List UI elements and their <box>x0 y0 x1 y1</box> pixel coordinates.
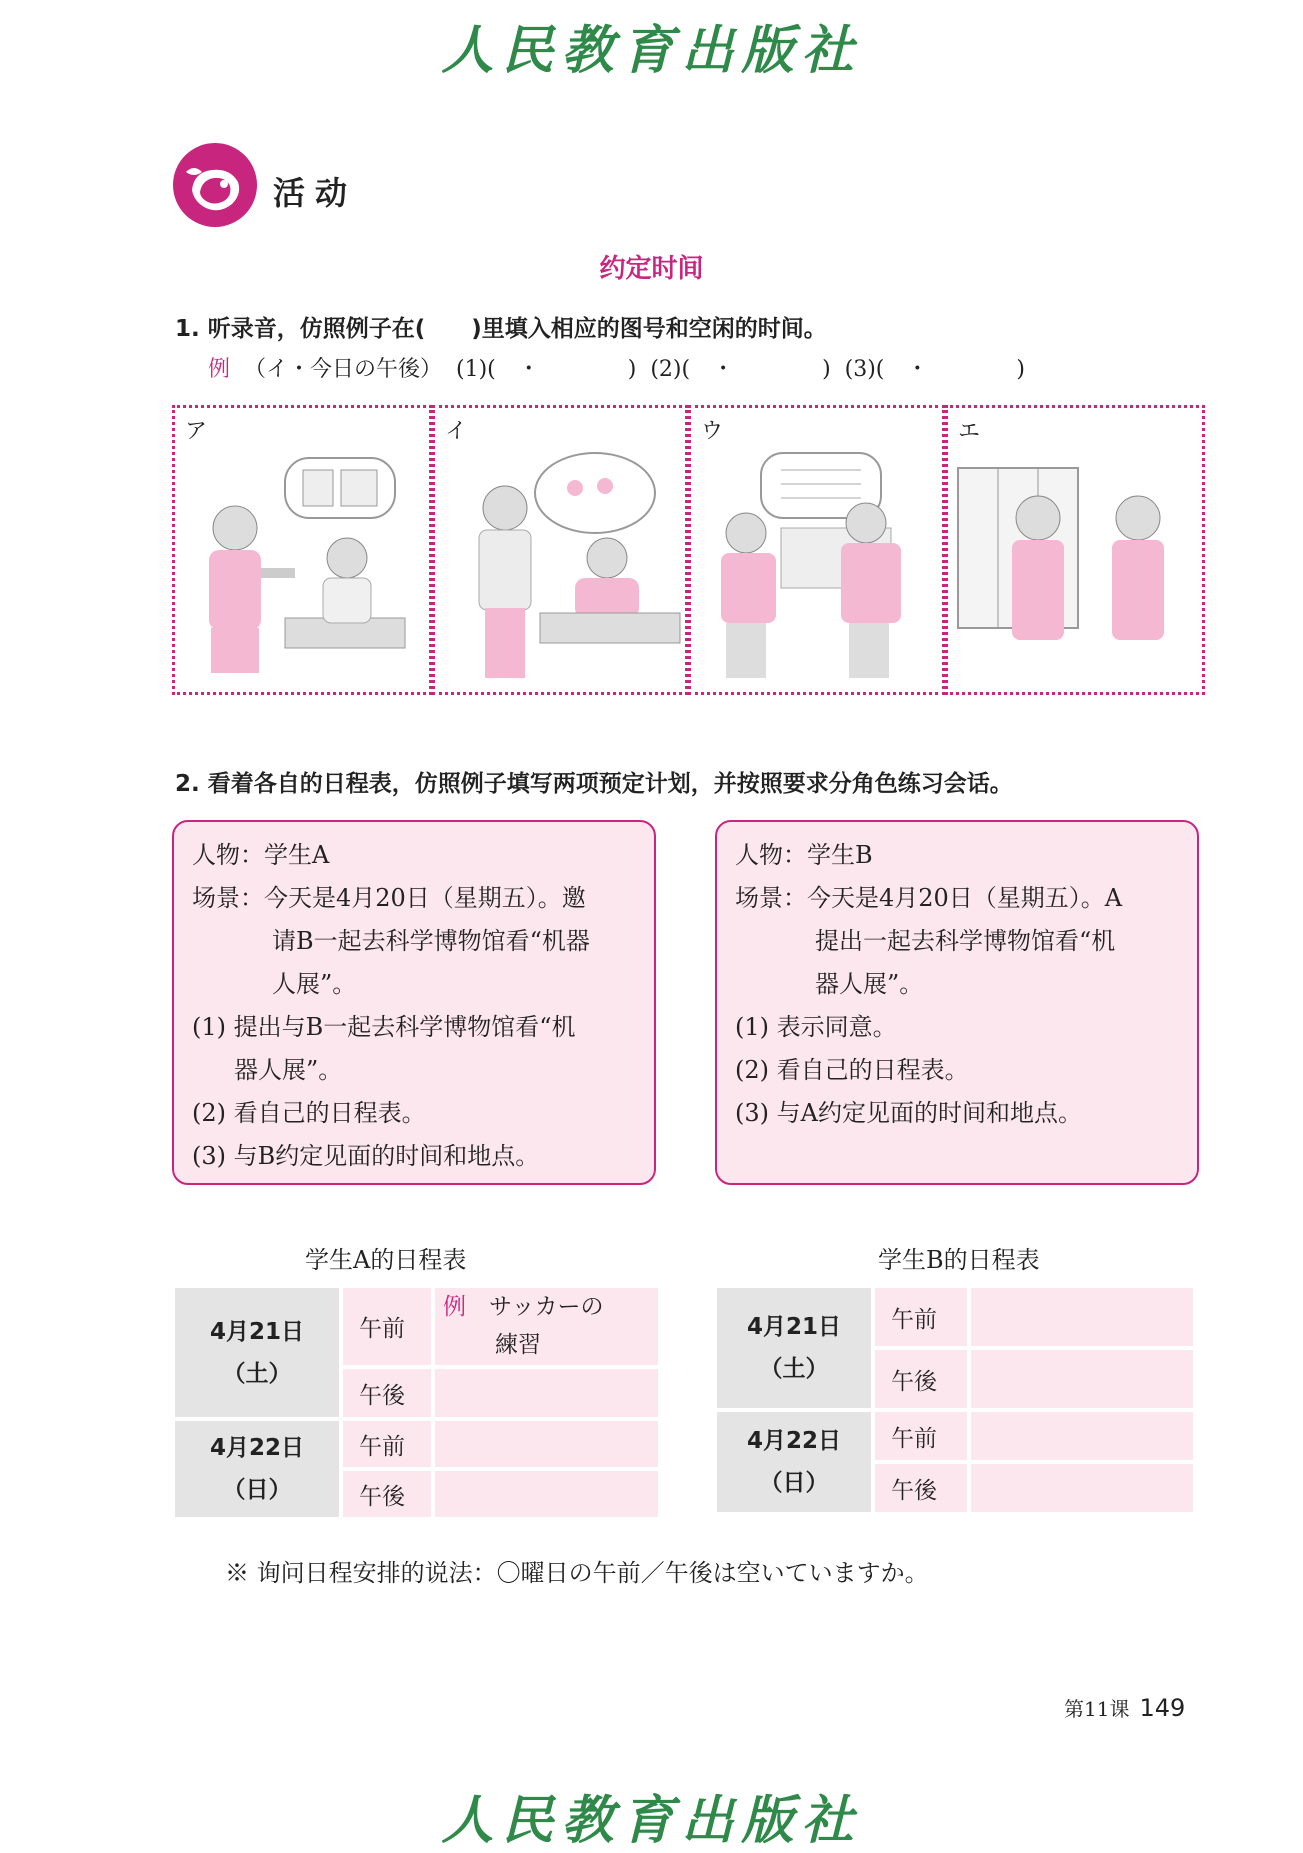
illustration-talking-icon <box>435 408 687 694</box>
picture-panel-i <box>432 405 688 695</box>
schedule-b-table <box>713 1284 1197 1516</box>
card-line: (2) 看自己的日程表。 <box>735 1056 969 1084</box>
schedule-entry-cell[interactable] <box>971 1412 1193 1460</box>
section-subtitle: 约定时间 <box>599 254 704 284</box>
card-line: 人物：学生B <box>735 841 873 869</box>
page-footer-number <box>1064 1693 1185 1722</box>
schedule-entry-cell[interactable] <box>971 1464 1193 1512</box>
am-label: 午前 <box>875 1412 967 1460</box>
date-cell: 4月21日 （土） <box>717 1288 871 1408</box>
schedule-entry-cell[interactable] <box>971 1288 1193 1346</box>
schedule-entry-cell[interactable] <box>971 1350 1193 1408</box>
card-line: 请B一起去科学博物馆看“机器 <box>272 927 590 955</box>
am-label: 午前 <box>343 1421 431 1467</box>
date-cell: 4月22日 （日） <box>175 1421 339 1517</box>
page-number: 149 <box>1139 1694 1186 1722</box>
example-text: （イ・今日の午後） (1)( ・ ) (2)( ・ ) (3)( ・ ) <box>244 357 1025 382</box>
task1-instruction: 1. 听录音，仿照例子在( )里填入相应的图号和空闲的时间。 <box>175 316 827 342</box>
date-cell: 4月22日 （日） <box>717 1412 871 1512</box>
card-line: (3) 与B约定见面的时间和地点。 <box>192 1142 540 1170</box>
panel-label: イ <box>445 419 468 444</box>
card-line: (1) 提出与B一起去科学博物馆看“机 <box>192 1013 576 1041</box>
schedule-entry-cell[interactable] <box>435 1369 658 1417</box>
fish-logo-icon <box>172 142 258 228</box>
publisher-footer: 人民教育出版社 <box>441 1790 862 1851</box>
schedule-note: ※ 询问日程安排的说法：〇曜日の午前／午後は空いていますか。 <box>225 1559 929 1587</box>
example-label: 例 <box>208 357 231 382</box>
date-cell: 4月21日 （土） <box>175 1288 339 1417</box>
role-card-b <box>715 820 1199 1185</box>
pm-label: 午後 <box>875 1350 967 1408</box>
schedule-b-title: 学生B的日程表 <box>878 1246 1040 1274</box>
task1-example <box>208 352 1025 383</box>
card-line: (1) 表示同意。 <box>735 1013 897 1041</box>
pm-label: 午後 <box>343 1471 431 1517</box>
role-card-a <box>172 820 656 1185</box>
illustration-window-icon <box>948 408 1204 694</box>
pm-label: 午後 <box>875 1464 967 1512</box>
illustration-school-icon <box>691 408 944 694</box>
panel-label: ウ <box>701 419 724 444</box>
schedule-entry-cell[interactable] <box>435 1471 658 1517</box>
card-line: (2) 看自己的日程表。 <box>192 1099 426 1127</box>
panel-label: ア <box>185 419 208 444</box>
schedule-entry-cell[interactable]: 例 サッカーの 練習 <box>435 1288 658 1365</box>
card-line: 场景：今天是4月20日（星期五）。邀 <box>192 884 586 912</box>
section-title: 活动 <box>273 174 358 212</box>
panel-label: エ <box>958 419 981 444</box>
publisher-header: 人民教育出版社 <box>441 20 862 81</box>
illustration-study-icon <box>175 408 431 694</box>
lesson-label: 第11课 <box>1064 1697 1130 1721</box>
task2-instruction: 2. 看着各自的日程表，仿照例子填写两项预定计划，并按照要求分角色练习会话。 <box>175 771 1013 797</box>
card-line: (3) 与A约定见面的时间和地点。 <box>735 1099 1082 1127</box>
picture-panel-a <box>172 405 432 695</box>
picture-panel-e <box>945 405 1205 695</box>
schedule-a-title: 学生A的日程表 <box>305 1246 467 1274</box>
am-label: 午前 <box>875 1288 967 1346</box>
am-label: 午前 <box>343 1288 431 1365</box>
card-line: 人物：学生A <box>192 841 330 869</box>
schedule-a-table <box>171 1284 662 1521</box>
pm-label: 午後 <box>343 1369 431 1417</box>
card-line: 器人展”。 <box>234 1056 343 1084</box>
picture-panel-u <box>688 405 945 695</box>
schedule-entry-cell[interactable] <box>435 1421 658 1467</box>
card-line: 人展”。 <box>272 970 357 998</box>
card-line: 提出一起去科学博物馆看“机 <box>815 927 1116 955</box>
card-line: 器人展”。 <box>815 970 924 998</box>
card-line: 场景：今天是4月20日（星期五）。A <box>735 884 1123 912</box>
